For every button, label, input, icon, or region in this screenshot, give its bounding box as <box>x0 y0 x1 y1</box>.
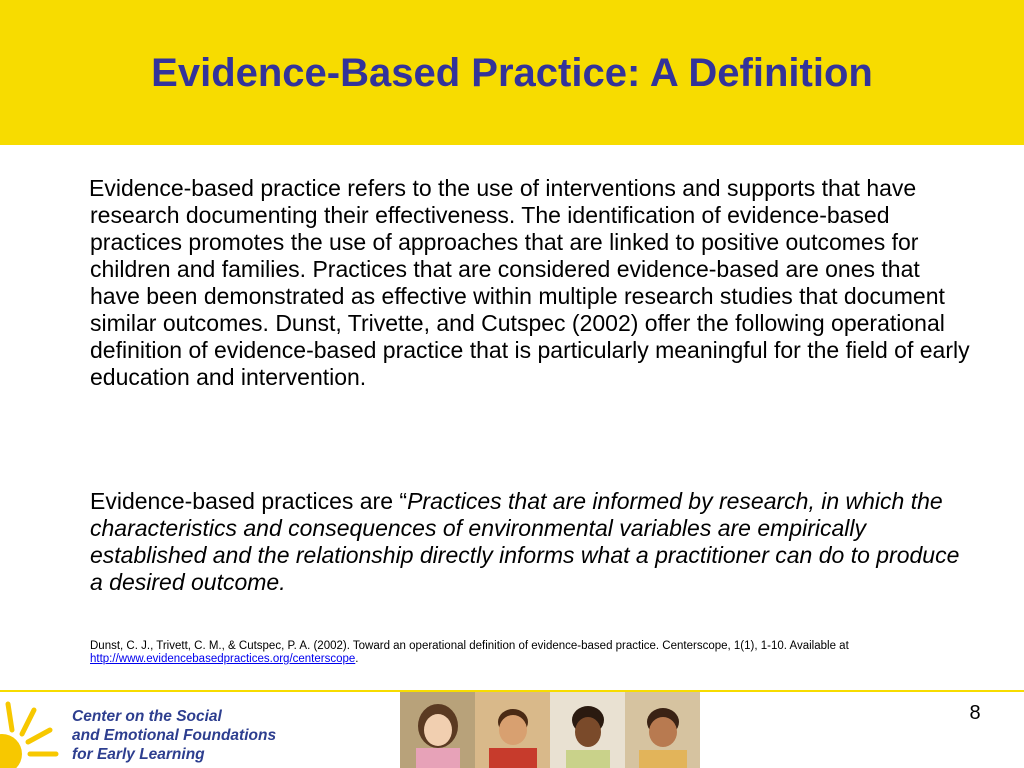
child-photo-3 <box>550 692 625 768</box>
org-name-line1: Center on the Social <box>72 708 222 725</box>
citation <box>90 640 970 666</box>
quote-text: Practices that are informed by research, in which the characteristics and consequences of environmental variables are empirically established and the relationship directly informs what a practitioner can do to produce a desired outcome. <box>90 488 960 595</box>
sun-icon <box>0 692 62 768</box>
org-name-line3: for Early Learning <box>72 746 205 763</box>
citation-text: Dunst, C. J., Trivett, C. M., & Cutspec, P. A. (2002). Toward an operational definition of evidence-based practice. Centerscope, 1(1), 1-10. Available at <box>90 640 849 652</box>
citation-end: . <box>355 653 359 665</box>
slide-title: Evidence-Based Practice: A Definition <box>151 51 873 95</box>
definition-paragraph: Evidence-based practice refers to the use of interventions and supports that have research documenting their effectiveness. The identification of evidence-based practices promotes the use of approaches that are linked to positive outcomes for children and families. Practices that are considered evidence-based are ones that have been demonstrated as effective within multiple research studies that document similar outcomes. Dunst, Trivette, and Cutspec (2002) offer the following operational definition of evidence-based practice that is particularly meaningful for the field of early education and intervention. <box>89 175 970 390</box>
quote-paragraph <box>90 488 970 596</box>
citation-link[interactable]: http://www.evidencebasedpractices.org/centerscope <box>90 653 356 665</box>
org-name-line2: and Emotional Foundations <box>72 727 277 744</box>
org-name <box>72 707 276 764</box>
quote-intro: Evidence-based practices are “ <box>90 488 408 514</box>
child-photo-1 <box>400 692 475 768</box>
child-photo-2 <box>475 692 550 768</box>
children-photo-strip <box>400 692 700 768</box>
page-number: 8 <box>969 702 981 724</box>
child-photo-4 <box>625 692 700 768</box>
